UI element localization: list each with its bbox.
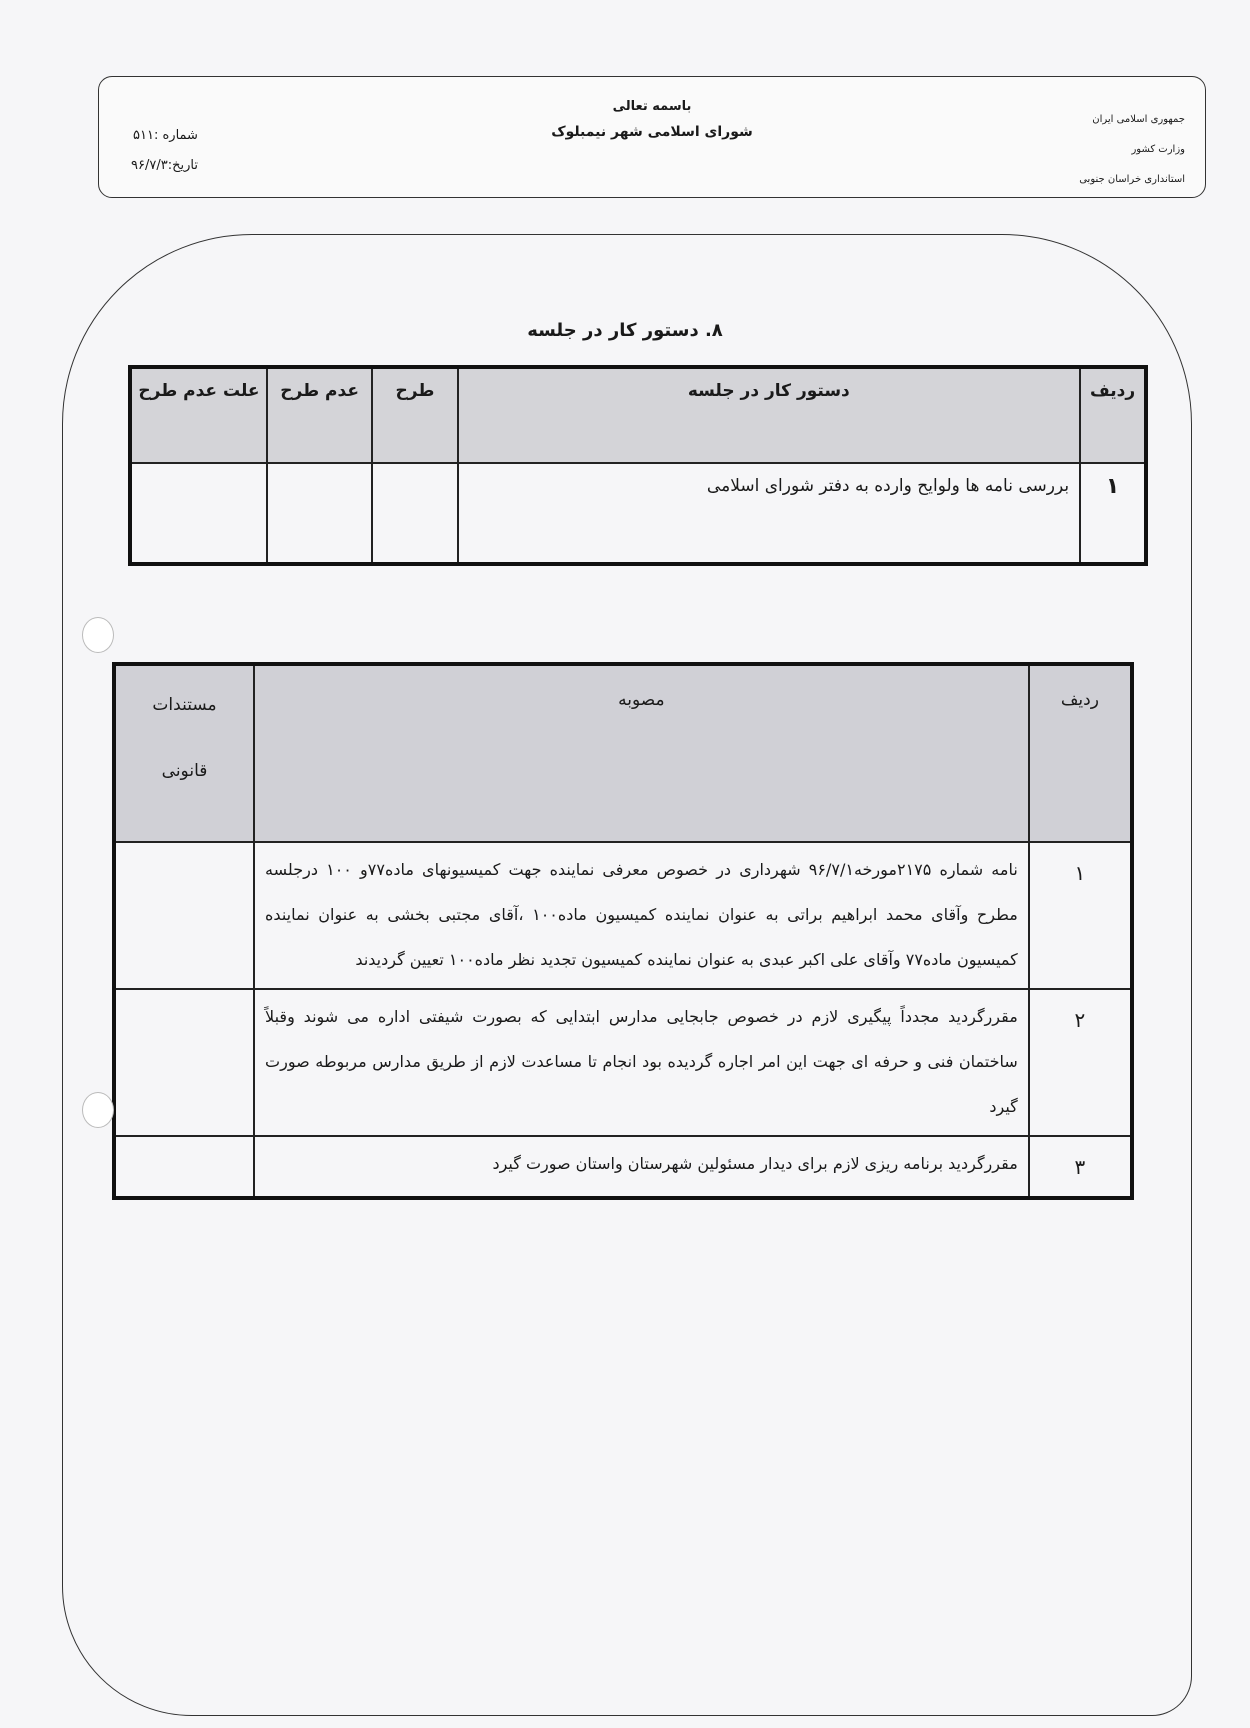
legal-docs-line1: مستندات xyxy=(152,695,217,715)
legal-docs-cell xyxy=(114,842,254,989)
table-row xyxy=(114,1136,1132,1198)
resolution-table xyxy=(112,662,1134,1200)
row-index: ۱ xyxy=(1029,842,1132,989)
document-header xyxy=(98,76,1206,198)
not-proposed-cell xyxy=(267,463,372,564)
issuer-line: جمهوری اسلامی ایران xyxy=(1092,114,1185,125)
row-index: ۲ xyxy=(1029,989,1132,1136)
resolution-text: مقررگردید برنامه ریزی لازم برای دیدار مسئولین شهرستان واستان صورت گیرد xyxy=(254,1136,1029,1198)
reason-cell xyxy=(130,463,267,564)
agenda-table xyxy=(128,365,1148,566)
proposed-cell xyxy=(372,463,457,564)
col-legal-docs xyxy=(114,664,254,842)
issuer-line: استانداری خراسان جنوبی xyxy=(1079,174,1185,185)
col-row: ردیف xyxy=(1080,367,1146,463)
resolution-table-header xyxy=(114,664,1132,842)
legal-docs-cell xyxy=(114,989,254,1136)
col-reason: علت عدم طرح xyxy=(130,367,267,463)
agenda-table-header xyxy=(130,367,1146,463)
issuer-line: وزارت کشور xyxy=(1131,144,1185,155)
legal-docs-cell xyxy=(114,1136,254,1198)
council-name: شورای اسلامی شهر نیمبلوک xyxy=(551,124,753,140)
resolution-text: مقررگردید مجدداً پیگیری لازم در خصوص جابجایی مدارس ابتدایی که بصورت شیفتی اداره می شوند وقبلاً ساختمان فنی و حرفه ای جهت این امر اجاره گردیده بود انجام تا مساعدت لازم از طریق مدارس مربوطه صورت گیرد xyxy=(254,989,1029,1136)
col-agenda: دستور کار در جلسه xyxy=(458,367,1081,463)
col-proposed: طرح xyxy=(372,367,457,463)
table-row xyxy=(114,842,1132,989)
table-row xyxy=(114,989,1132,1136)
col-not-proposed: عدم طرح xyxy=(267,367,372,463)
punch-hole xyxy=(82,1092,114,1128)
table-row xyxy=(130,463,1146,564)
col-resolution: مصوبه xyxy=(254,664,1029,842)
punch-hole xyxy=(82,617,114,653)
letter-date: تاریخ:۹۶/۷/۳ xyxy=(131,158,198,173)
resolution-text: نامه شماره ۲۱۷۵مورخه۹۶/۷/۱ شهرداری در خصوص معرفی نماینده جهت کمیسیونهای ماده۷۷و ۱۰۰ درجلسه مطرح وآقای محمد ابراهیم براتی به عنوان نماینده کمیسیون ماده۱۰۰ ،آقای مجتبی بخشی به عنوان نماینده کمیسیون ماده۷۷ وآقای علی اکبر عبدی به عنوان نماینده کمیسیون تجدید نظر ماده۱۰۰ تعیین گردیدند xyxy=(254,842,1029,989)
reference-block xyxy=(131,121,198,181)
legal-docs-line2: قانونی xyxy=(161,761,208,781)
agenda-text: بررسی نامه ها ولوایح وارده به دفتر شورای اسلامی xyxy=(458,463,1081,564)
header-title-block xyxy=(99,99,1205,140)
col-row: ردیف xyxy=(1029,664,1132,842)
basmala-line: باسمه تعالی xyxy=(612,99,692,114)
section-title: ۸. دستور کار در جلسه xyxy=(527,320,723,341)
letter-number: شماره :۵۱۱ xyxy=(133,128,198,143)
row-index: ۱ xyxy=(1080,463,1146,564)
row-index: ۳ xyxy=(1029,1136,1132,1198)
